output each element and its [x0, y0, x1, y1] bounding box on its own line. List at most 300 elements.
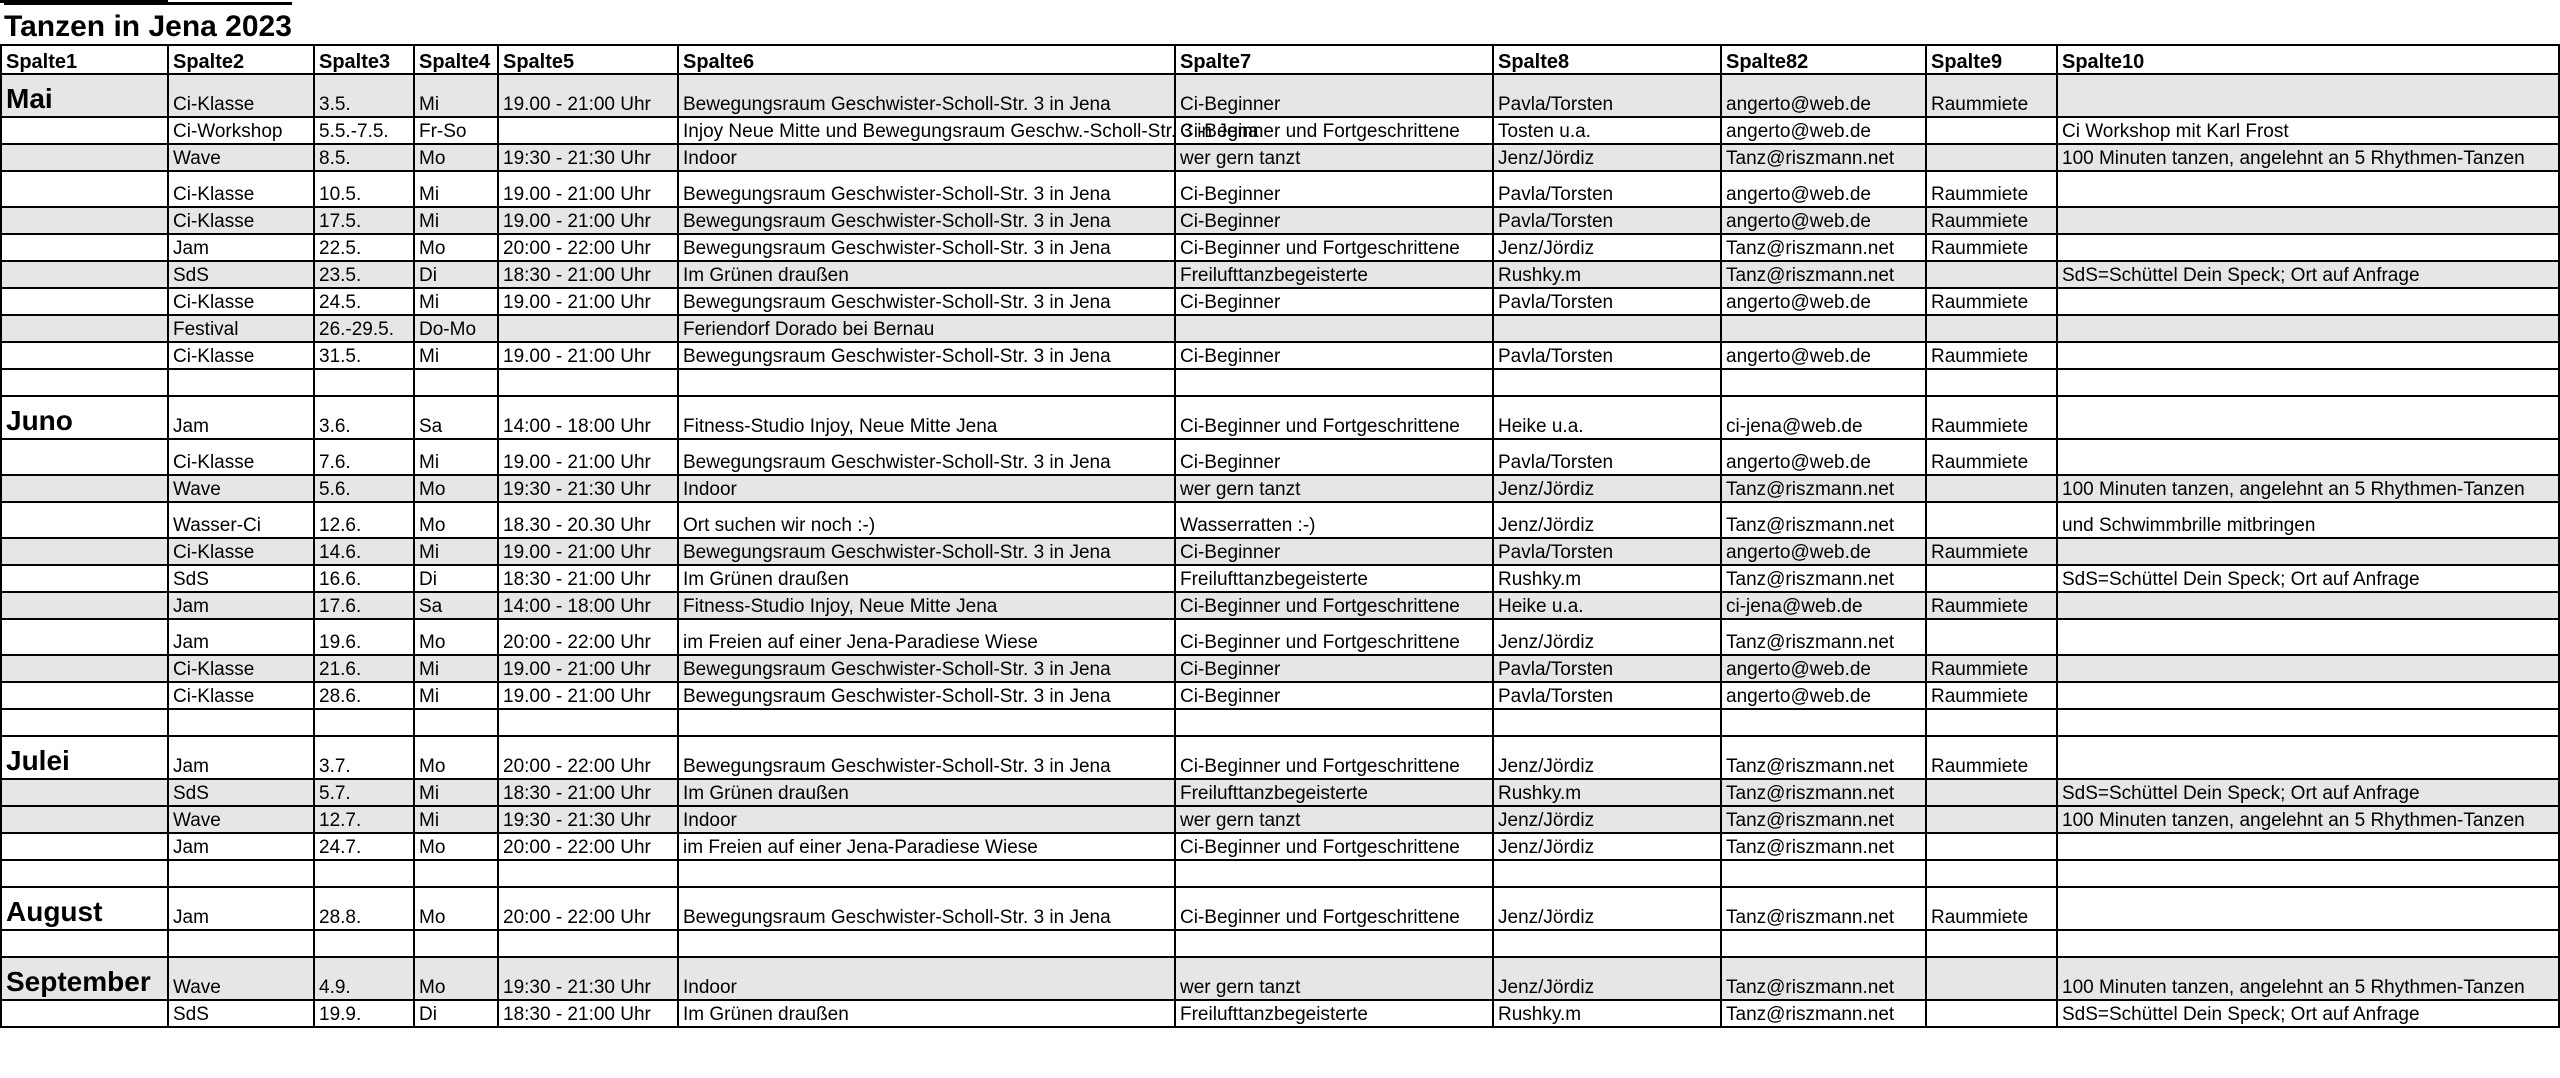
table-cell[interactable] [1926, 261, 2057, 288]
table-cell[interactable]: Mo [414, 736, 498, 779]
table-cell[interactable] [1175, 369, 1493, 396]
table-cell[interactable]: Im Grünen draußen [678, 261, 1175, 288]
table-cell[interactable] [2057, 709, 2559, 736]
table-cell[interactable]: Tanz@riszmann.net [1721, 475, 1926, 502]
table-cell[interactable] [2057, 736, 2559, 779]
table-cell[interactable]: Feriendorf Dorado bei Bernau [678, 315, 1175, 342]
table-cell[interactable] [2057, 930, 2559, 957]
table-cell[interactable]: Pavla/Torsten [1493, 655, 1721, 682]
table-cell[interactable] [1175, 315, 1493, 342]
table-cell[interactable]: 19.00 - 21:00 Uhr [498, 538, 678, 565]
table-cell[interactable]: Ci-Beginner und Fortgeschrittene [1175, 833, 1493, 860]
table-cell[interactable]: Mo [414, 957, 498, 1000]
table-cell[interactable]: 21.6. [314, 655, 414, 682]
table-cell[interactable]: 24.7. [314, 833, 414, 860]
table-cell[interactable]: Pavla/Torsten [1493, 439, 1721, 475]
table-cell[interactable] [1926, 806, 2057, 833]
table-cell[interactable] [1721, 930, 1926, 957]
table-cell[interactable] [1926, 779, 2057, 806]
table-cell[interactable]: Raummiete [1926, 288, 2057, 315]
table-cell[interactable]: Pavla/Torsten [1493, 207, 1721, 234]
table-cell[interactable]: Ci-Beginner und Fortgeschrittene [1175, 619, 1493, 655]
table-cell[interactable]: Festival [168, 315, 314, 342]
table-cell[interactable]: Bewegungsraum Geschwister-Scholl-Str. 3 in Jena [678, 74, 1175, 117]
table-cell[interactable]: wer gern tanzt [1175, 957, 1493, 1000]
table-cell[interactable]: 19.00 - 21:00 Uhr [498, 342, 678, 369]
table-cell[interactable]: Pavla/Torsten [1493, 682, 1721, 709]
table-cell[interactable]: Raummiete [1926, 396, 2057, 439]
table-cell[interactable]: angerto@web.de [1721, 655, 1926, 682]
table-cell[interactable] [1, 144, 168, 171]
table-cell[interactable]: Bewegungsraum Geschwister-Scholl-Str. 3 in Jena [678, 655, 1175, 682]
table-cell[interactable]: Ci-Klasse [168, 538, 314, 565]
table-cell[interactable]: Mi [414, 779, 498, 806]
table-cell[interactable]: Sa [414, 592, 498, 619]
table-cell[interactable]: angerto@web.de [1721, 74, 1926, 117]
table-cell[interactable] [1926, 860, 2057, 887]
table-cell[interactable]: Jam [168, 396, 314, 439]
table-cell[interactable] [1926, 957, 2057, 1000]
table-cell[interactable]: 19.6. [314, 619, 414, 655]
column-header-1[interactable]: Spalte1 [1, 45, 168, 74]
table-cell[interactable]: Ci-Beginner [1175, 288, 1493, 315]
table-cell[interactable] [1926, 315, 2057, 342]
table-cell[interactable]: Bewegungsraum Geschwister-Scholl-Str. 3 in Jena [678, 207, 1175, 234]
table-cell[interactable]: SdS [168, 1000, 314, 1027]
table-cell[interactable]: Mo [414, 833, 498, 860]
table-cell[interactable]: Jenz/Jördiz [1493, 502, 1721, 538]
table-cell[interactable]: 18:30 - 21:00 Uhr [498, 261, 678, 288]
table-cell[interactable]: Indoor [678, 806, 1175, 833]
table-cell[interactable]: Raummiete [1926, 439, 2057, 475]
table-cell[interactable]: 18:30 - 21:00 Uhr [498, 779, 678, 806]
table-cell[interactable] [1, 709, 168, 736]
table-cell[interactable]: Ci Workshop mit Karl Frost [2057, 117, 2559, 144]
table-cell[interactable]: 8.5. [314, 144, 414, 171]
table-cell[interactable]: Bewegungsraum Geschwister-Scholl-Str. 3 in Jena [678, 887, 1175, 930]
table-cell[interactable] [1, 261, 168, 288]
table-cell[interactable]: 5.7. [314, 779, 414, 806]
table-cell[interactable]: Fitness-Studio Injoy, Neue Mitte Jena [678, 396, 1175, 439]
table-cell[interactable] [678, 930, 1175, 957]
table-cell[interactable] [1, 502, 168, 538]
table-cell[interactable]: Jenz/Jördiz [1493, 957, 1721, 1000]
table-cell[interactable]: Raummiete [1926, 592, 2057, 619]
table-cell[interactable]: Bewegungsraum Geschwister-Scholl-Str. 3 in Jena [678, 439, 1175, 475]
table-cell[interactable]: Raummiete [1926, 887, 2057, 930]
table-cell[interactable] [1, 234, 168, 261]
table-cell[interactable] [1175, 930, 1493, 957]
table-cell[interactable] [1926, 502, 2057, 538]
column-header-3[interactable]: Spalte3 [314, 45, 414, 74]
column-header-10[interactable]: Spalte9 [1926, 45, 2057, 74]
table-cell[interactable]: 100 Minuten tanzen, angelehnt an 5 Rhythmen-Tanzen [2057, 475, 2559, 502]
table-cell[interactable]: 5.5.-7.5. [314, 117, 414, 144]
table-cell[interactable] [1721, 860, 1926, 887]
table-cell[interactable] [1, 565, 168, 592]
table-cell[interactable] [498, 117, 678, 144]
table-cell[interactable]: 19:30 - 21:30 Uhr [498, 957, 678, 1000]
table-cell[interactable]: Ci-Beginner und Fortgeschrittene [1175, 887, 1493, 930]
column-header-5[interactable]: Spalte5 [498, 45, 678, 74]
table-cell[interactable] [1, 207, 168, 234]
month-label[interactable]: September [1, 957, 168, 1000]
table-cell[interactable] [1, 655, 168, 682]
table-cell[interactable]: Mi [414, 207, 498, 234]
column-header-4[interactable]: Spalte4 [414, 45, 498, 74]
table-cell[interactable]: Ci-Beginner [1175, 682, 1493, 709]
table-cell[interactable] [2057, 171, 2559, 207]
table-cell[interactable] [314, 860, 414, 887]
table-cell[interactable] [1, 833, 168, 860]
table-cell[interactable]: angerto@web.de [1721, 342, 1926, 369]
table-cell[interactable]: Mi [414, 171, 498, 207]
table-cell[interactable]: Wave [168, 144, 314, 171]
table-cell[interactable]: SdS [168, 261, 314, 288]
column-header-6[interactable]: Spalte6 [678, 45, 1175, 74]
table-cell[interactable]: 5.6. [314, 475, 414, 502]
table-cell[interactable]: Do-Mo [414, 315, 498, 342]
table-cell[interactable] [168, 860, 314, 887]
table-cell[interactable] [2057, 682, 2559, 709]
table-cell[interactable]: SdS [168, 779, 314, 806]
table-cell[interactable]: 7.6. [314, 439, 414, 475]
month-label[interactable]: Mai [1, 74, 168, 117]
table-cell[interactable]: Mi [414, 806, 498, 833]
table-cell[interactable]: Tanz@riszmann.net [1721, 957, 1926, 1000]
table-cell[interactable]: Raummiete [1926, 74, 2057, 117]
table-cell[interactable] [414, 369, 498, 396]
table-cell[interactable] [498, 709, 678, 736]
table-cell[interactable]: angerto@web.de [1721, 682, 1926, 709]
table-cell[interactable]: wer gern tanzt [1175, 806, 1493, 833]
table-cell[interactable] [1, 475, 168, 502]
table-cell[interactable]: Mi [414, 288, 498, 315]
table-cell[interactable] [1493, 860, 1721, 887]
table-cell[interactable] [168, 369, 314, 396]
table-cell[interactable]: Ort suchen wir noch :-) [678, 502, 1175, 538]
table-cell[interactable] [1721, 315, 1926, 342]
table-cell[interactable]: Ci-Beginner und Fortgeschrittene [1175, 396, 1493, 439]
table-cell[interactable]: Jam [168, 592, 314, 619]
table-cell[interactable]: Tanz@riszmann.net [1721, 565, 1926, 592]
table-cell[interactable]: Mi [414, 655, 498, 682]
table-cell[interactable] [1, 806, 168, 833]
table-cell[interactable]: Di [414, 565, 498, 592]
table-cell[interactable]: 20:00 - 22:00 Uhr [498, 736, 678, 779]
table-cell[interactable]: Jam [168, 833, 314, 860]
table-cell[interactable]: Raummiete [1926, 736, 2057, 779]
table-cell[interactable]: 19.00 - 21:00 Uhr [498, 439, 678, 475]
table-cell[interactable]: Pavla/Torsten [1493, 288, 1721, 315]
table-cell[interactable] [2057, 234, 2559, 261]
table-cell[interactable]: angerto@web.de [1721, 117, 1926, 144]
table-cell[interactable]: Mo [414, 144, 498, 171]
table-cell[interactable]: Jenz/Jördiz [1493, 619, 1721, 655]
table-cell[interactable]: Tanz@riszmann.net [1721, 887, 1926, 930]
table-cell[interactable]: Sa [414, 396, 498, 439]
table-cell[interactable] [2057, 288, 2559, 315]
table-cell[interactable] [1, 315, 168, 342]
table-cell[interactable] [2057, 207, 2559, 234]
table-cell[interactable]: 19.00 - 21:00 Uhr [498, 682, 678, 709]
table-cell[interactable]: Wasserratten :-) [1175, 502, 1493, 538]
table-cell[interactable] [1, 682, 168, 709]
table-cell[interactable]: SdS=Schüttel Dein Speck; Ort auf Anfrage [2057, 779, 2559, 806]
table-cell[interactable]: Freilufttanzbegeisterte [1175, 1000, 1493, 1027]
table-cell[interactable]: Ci-Beginner und Fortgeschrittene [1175, 592, 1493, 619]
table-cell[interactable]: Rushky.m [1493, 261, 1721, 288]
month-label[interactable]: August [1, 887, 168, 930]
table-cell[interactable]: Freilufttanzbegeisterte [1175, 779, 1493, 806]
table-cell[interactable] [678, 369, 1175, 396]
table-cell[interactable]: Tanz@riszmann.net [1721, 234, 1926, 261]
table-cell[interactable] [1, 538, 168, 565]
table-cell[interactable]: 31.5. [314, 342, 414, 369]
table-cell[interactable]: angerto@web.de [1721, 288, 1926, 315]
table-cell[interactable]: Raummiete [1926, 171, 2057, 207]
table-cell[interactable]: Di [414, 261, 498, 288]
table-cell[interactable] [1, 1000, 168, 1027]
table-cell[interactable]: Bewegungsraum Geschwister-Scholl-Str. 3 in Jena [678, 234, 1175, 261]
table-cell[interactable]: im Freien auf einer Jena-Paradiese Wiese [678, 619, 1175, 655]
table-cell[interactable]: Tanz@riszmann.net [1721, 806, 1926, 833]
table-cell[interactable]: SdS=Schüttel Dein Speck; Ort auf Anfrage [2057, 1000, 2559, 1027]
table-cell[interactable] [2057, 833, 2559, 860]
table-cell[interactable]: Rushky.m [1493, 565, 1721, 592]
table-cell[interactable] [1493, 369, 1721, 396]
table-cell[interactable]: Ci-Klasse [168, 74, 314, 117]
table-cell[interactable]: 17.6. [314, 592, 414, 619]
table-cell[interactable]: Tanz@riszmann.net [1721, 619, 1926, 655]
table-cell[interactable]: Mi [414, 538, 498, 565]
table-cell[interactable] [1, 619, 168, 655]
column-header-8[interactable]: Spalte8 [1493, 45, 1721, 74]
table-cell[interactable] [1721, 369, 1926, 396]
table-cell[interactable] [414, 930, 498, 957]
table-cell[interactable] [414, 709, 498, 736]
table-cell[interactable] [2057, 860, 2559, 887]
table-cell[interactable] [1, 439, 168, 475]
table-cell[interactable] [498, 930, 678, 957]
column-header-9[interactable]: Spalte82 [1721, 45, 1926, 74]
table-cell[interactable]: Ci-Klasse [168, 171, 314, 207]
table-cell[interactable] [2057, 655, 2559, 682]
table-cell[interactable]: Pavla/Torsten [1493, 538, 1721, 565]
table-cell[interactable] [2057, 619, 2559, 655]
table-cell[interactable]: Bewegungsraum Geschwister-Scholl-Str. 3 in Jena [678, 171, 1175, 207]
table-cell[interactable]: Tanz@riszmann.net [1721, 779, 1926, 806]
table-cell[interactable]: wer gern tanzt [1175, 475, 1493, 502]
table-cell[interactable]: Ci-Beginner [1175, 74, 1493, 117]
table-cell[interactable]: Wave [168, 806, 314, 833]
table-cell[interactable] [2057, 369, 2559, 396]
table-cell[interactable]: Tanz@riszmann.net [1721, 144, 1926, 171]
table-cell[interactable]: 3.5. [314, 74, 414, 117]
month-label[interactable]: Julei [1, 736, 168, 779]
table-cell[interactable] [1493, 315, 1721, 342]
table-cell[interactable]: Mi [414, 439, 498, 475]
table-cell[interactable]: Mi [414, 342, 498, 369]
table-cell[interactable]: Bewegungsraum Geschwister-Scholl-Str. 3 in Jena [678, 288, 1175, 315]
table-cell[interactable]: 3.7. [314, 736, 414, 779]
table-cell[interactable] [2057, 74, 2559, 117]
table-cell[interactable] [314, 930, 414, 957]
table-cell[interactable]: SdS [168, 565, 314, 592]
table-cell[interactable]: Im Grünen draußen [678, 565, 1175, 592]
table-cell[interactable]: 20:00 - 22:00 Uhr [498, 833, 678, 860]
table-cell[interactable] [678, 860, 1175, 887]
table-cell[interactable]: Ci-Beginner [1175, 538, 1493, 565]
table-cell[interactable]: Jenz/Jördiz [1493, 833, 1721, 860]
table-cell[interactable] [1926, 475, 2057, 502]
table-cell[interactable] [1721, 709, 1926, 736]
table-cell[interactable]: 20:00 - 22:00 Uhr [498, 887, 678, 930]
table-cell[interactable]: Bewegungsraum Geschwister-Scholl-Str. 3 in Jena [678, 538, 1175, 565]
table-cell[interactable]: Ci-Beginner [1175, 439, 1493, 475]
table-cell[interactable]: Tanz@riszmann.net [1721, 833, 1926, 860]
table-cell[interactable]: Jenz/Jördiz [1493, 736, 1721, 779]
table-cell[interactable]: 19.00 - 21:00 Uhr [498, 655, 678, 682]
table-cell[interactable]: angerto@web.de [1721, 207, 1926, 234]
table-cell[interactable]: Im Grünen draußen [678, 779, 1175, 806]
table-cell[interactable]: SdS=Schüttel Dein Speck; Ort auf Anfrage [2057, 261, 2559, 288]
table-cell[interactable]: 19:30 - 21:30 Uhr [498, 475, 678, 502]
table-cell[interactable]: Rushky.m [1493, 779, 1721, 806]
table-cell[interactable]: Freilufttanzbegeisterte [1175, 565, 1493, 592]
table-cell[interactable]: Ci-Beginner [1175, 655, 1493, 682]
table-cell[interactable]: 23.5. [314, 261, 414, 288]
table-cell[interactable]: Wave [168, 957, 314, 1000]
table-cell[interactable]: Mo [414, 887, 498, 930]
table-cell[interactable] [168, 930, 314, 957]
table-cell[interactable] [1926, 1000, 2057, 1027]
table-cell[interactable] [2057, 396, 2559, 439]
table-cell[interactable]: 19:30 - 21:30 Uhr [498, 144, 678, 171]
table-cell[interactable] [1, 592, 168, 619]
table-cell[interactable]: Injoy Neue Mitte und Bewegungsraum Geschw.-Scholl-Str. 3 in Jena [678, 117, 1175, 144]
table-cell[interactable] [1175, 709, 1493, 736]
table-cell[interactable]: 18:30 - 21:00 Uhr [498, 1000, 678, 1027]
table-cell[interactable]: Tanz@riszmann.net [1721, 502, 1926, 538]
table-cell[interactable]: Jam [168, 736, 314, 779]
table-cell[interactable]: ci-jena@web.de [1721, 396, 1926, 439]
table-cell[interactable] [1, 860, 168, 887]
table-cell[interactable]: 18:30 - 21:00 Uhr [498, 565, 678, 592]
table-cell[interactable]: Mo [414, 475, 498, 502]
table-cell[interactable]: Fr-So [414, 117, 498, 144]
table-cell[interactable] [1, 779, 168, 806]
table-cell[interactable]: Jenz/Jördiz [1493, 806, 1721, 833]
table-cell[interactable]: 26.-29.5. [314, 315, 414, 342]
table-cell[interactable]: Ci-Klasse [168, 288, 314, 315]
table-cell[interactable] [2057, 439, 2559, 475]
table-cell[interactable]: 19.00 - 21:00 Uhr [498, 74, 678, 117]
table-cell[interactable]: 19.00 - 21:00 Uhr [498, 207, 678, 234]
table-cell[interactable] [1, 930, 168, 957]
table-cell[interactable]: 12.6. [314, 502, 414, 538]
table-cell[interactable]: Raummiete [1926, 682, 2057, 709]
table-cell[interactable]: 4.9. [314, 957, 414, 1000]
table-cell[interactable]: 28.6. [314, 682, 414, 709]
table-cell[interactable]: Raummiete [1926, 655, 2057, 682]
table-cell[interactable]: Im Grünen draußen [678, 1000, 1175, 1027]
column-header-2[interactable]: Spalte2 [168, 45, 314, 74]
month-label[interactable]: Juno [1, 396, 168, 439]
table-cell[interactable]: 14:00 - 18:00 Uhr [498, 592, 678, 619]
table-cell[interactable]: Bewegungsraum Geschwister-Scholl-Str. 3 in Jena [678, 682, 1175, 709]
table-cell[interactable]: 19:30 - 21:30 Uhr [498, 806, 678, 833]
table-cell[interactable]: 14:00 - 18:00 Uhr [498, 396, 678, 439]
table-cell[interactable] [1493, 930, 1721, 957]
table-cell[interactable]: Indoor [678, 957, 1175, 1000]
table-cell[interactable]: 14.6. [314, 538, 414, 565]
table-cell[interactable]: Ci-Beginner und Fortgeschrittene [1175, 234, 1493, 261]
table-cell[interactable] [1926, 619, 2057, 655]
table-cell[interactable]: Jam [168, 619, 314, 655]
table-cell[interactable] [414, 860, 498, 887]
table-cell[interactable]: Bewegungsraum Geschwister-Scholl-Str. 3 in Jena [678, 736, 1175, 779]
table-cell[interactable]: Ci-Beginner und Fortgeschrittene [1175, 736, 1493, 779]
table-cell[interactable]: angerto@web.de [1721, 538, 1926, 565]
table-cell[interactable]: im Freien auf einer Jena-Paradiese Wiese [678, 833, 1175, 860]
table-cell[interactable]: 100 Minuten tanzen, angelehnt an 5 Rhythmen-Tanzen [2057, 957, 2559, 1000]
table-cell[interactable] [1926, 369, 2057, 396]
table-cell[interactable]: Ci-Klasse [168, 439, 314, 475]
table-cell[interactable] [1, 288, 168, 315]
table-cell[interactable] [1926, 709, 2057, 736]
table-cell[interactable]: 16.6. [314, 565, 414, 592]
table-cell[interactable] [498, 860, 678, 887]
table-cell[interactable]: Mo [414, 502, 498, 538]
table-cell[interactable]: Indoor [678, 144, 1175, 171]
table-cell[interactable] [1, 171, 168, 207]
table-cell[interactable]: 17.5. [314, 207, 414, 234]
table-cell[interactable]: 19.9. [314, 1000, 414, 1027]
table-cell[interactable]: Tanz@riszmann.net [1721, 261, 1926, 288]
table-cell[interactable]: Ci-Klasse [168, 655, 314, 682]
column-header-7[interactable]: Spalte7 [1175, 45, 1493, 74]
table-cell[interactable]: angerto@web.de [1721, 171, 1926, 207]
table-cell[interactable]: Heike u.a. [1493, 592, 1721, 619]
table-cell[interactable]: Ci-Workshop [168, 117, 314, 144]
table-cell[interactable]: Jenz/Jördiz [1493, 234, 1721, 261]
table-cell[interactable]: Pavla/Torsten [1493, 74, 1721, 117]
table-cell[interactable]: Ci-Beginner [1175, 171, 1493, 207]
table-cell[interactable]: 22.5. [314, 234, 414, 261]
table-cell[interactable]: Jenz/Jördiz [1493, 887, 1721, 930]
table-cell[interactable]: 19.00 - 21:00 Uhr [498, 171, 678, 207]
column-header-11[interactable]: Spalte10 [2057, 45, 2559, 74]
table-cell[interactable] [1926, 565, 2057, 592]
table-cell[interactable]: 100 Minuten tanzen, angelehnt an 5 Rhythmen-Tanzen [2057, 144, 2559, 171]
table-cell[interactable] [1926, 930, 2057, 957]
table-cell[interactable]: 3.6. [314, 396, 414, 439]
table-cell[interactable]: Mi [414, 74, 498, 117]
table-cell[interactable]: 10.5. [314, 171, 414, 207]
table-cell[interactable]: angerto@web.de [1721, 439, 1926, 475]
table-cell[interactable] [1, 369, 168, 396]
table-cell[interactable] [498, 315, 678, 342]
table-cell[interactable]: Ci-Klasse [168, 207, 314, 234]
table-cell[interactable]: 12.7. [314, 806, 414, 833]
table-cell[interactable]: Freilufttanzbegeisterte [1175, 261, 1493, 288]
table-cell[interactable]: Mi [414, 682, 498, 709]
table-cell[interactable]: Pavla/Torsten [1493, 342, 1721, 369]
table-cell[interactable]: Fitness-Studio Injoy, Neue Mitte Jena [678, 592, 1175, 619]
table-cell[interactable] [1926, 833, 2057, 860]
table-cell[interactable] [1493, 709, 1721, 736]
